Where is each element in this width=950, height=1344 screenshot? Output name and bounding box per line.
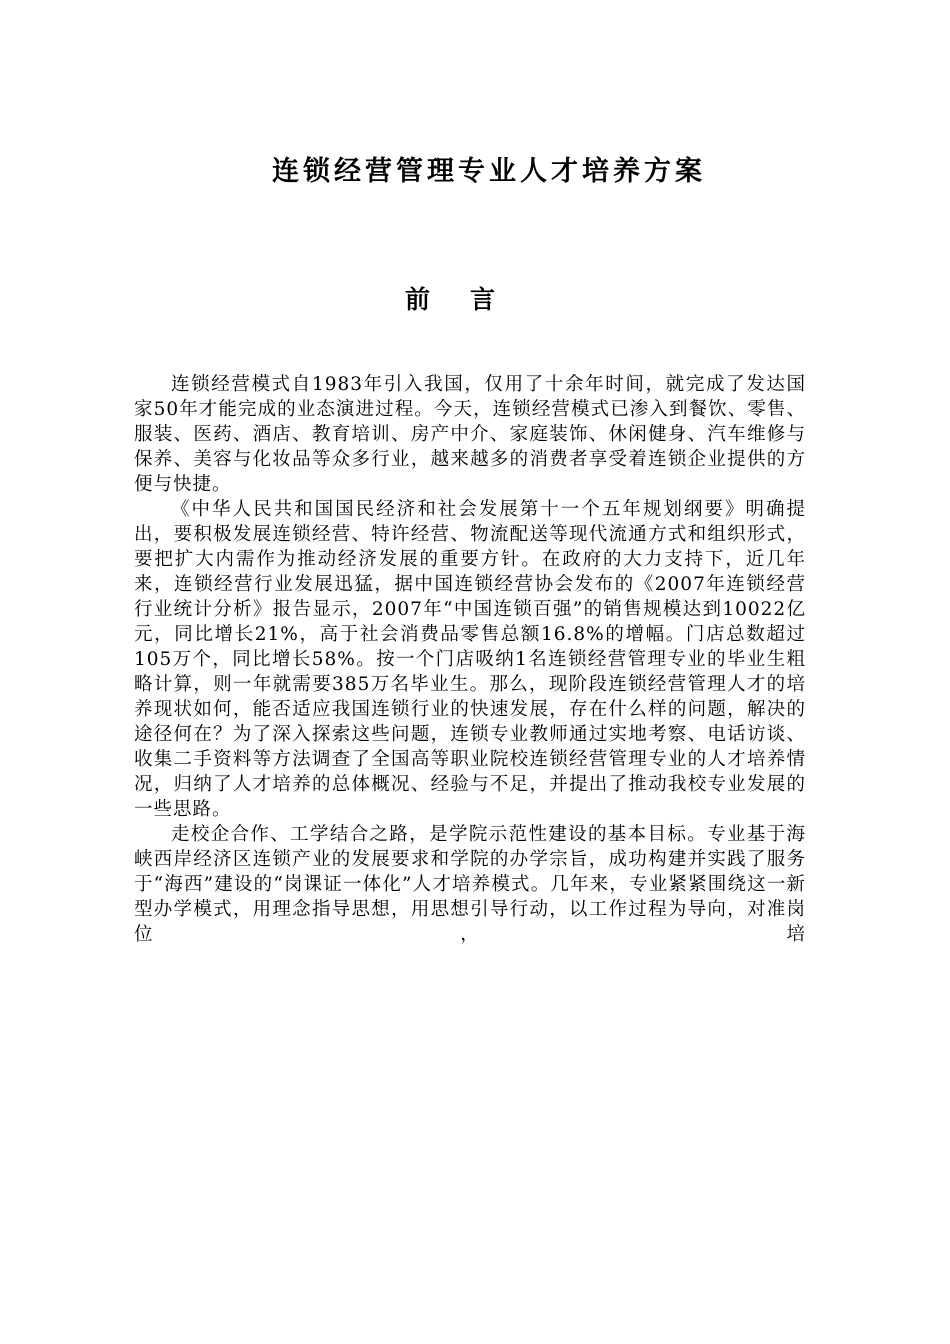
paragraph-3: 走校企合作、工学结合之路，是学院示范性建设的基本目标。专业基于海峡西岸经济区连锁产业的发展要求和学院的办学宗旨，成功构建并实践了服务于“海西”建设的“岗课证一体化”人才培养模式。几年来，专业紧紧围绕这一新型办学模式，用理念指导思想，用思想引导行动，以工作过程为导向，对准岗位，培 — [134, 824, 806, 945]
paragraph-2: 《中华人民共和国国民经济和社会发展第十一个五年规划纲要》明确提出，要积极发展连锁经营、特许经营、物流配送等现代流通方式和组织形式，要把扩大内需作为推动经济发展的重要方针。在政府的大力支持下，近几年来，连锁经营行业发展迅猛，据中国连锁经营协会发布的《2007年连锁经营行业统计分析》报告显示，2007年“中国连锁百强”的销售规模达到10022亿元，同比增长21%，高于社会消费品零售总额16.8%的增幅。门店总数超过105万个，同比增长58%。按一个门店吸纳1名连锁经营管理专业的毕业生粗略计算，则一年就需要385万名毕业生。那么，现阶段连锁经营管理人才的培养现状如何，能否适应我国连锁行业的快速发展，存在什么样的问题，解决的途径何在？为了深入探索这些问题，连锁专业教师通过实地考察、电话访谈、收集二手资料等方法调查了全国高等职业院校连锁经营管理专业的人才培养情况，归纳了人才培养的总体概况、经验与不足，并提出了推动我校专业发展的一些思路。 — [134, 499, 806, 820]
paragraph-1: 连锁经营模式自1983年引入我国，仅用了十余年时间，就完成了发达国家50年才能完成的业态演进过程。今天，连锁经营模式已渗入到餐饮、零售、服装、医药、酒店、教育培训、房产中介、家庭装饰、休闲健身、汽车维修与保养、美容与化妆品等众多行业，越来越多的消费者享受着连锁企业提供的方便与快捷。 — [134, 374, 806, 495]
document-title: 连锁经营管理专业人才培养方案 — [272, 156, 706, 187]
document-body — [134, 372, 806, 947]
section-heading-preface: 前言 — [404, 285, 535, 314]
